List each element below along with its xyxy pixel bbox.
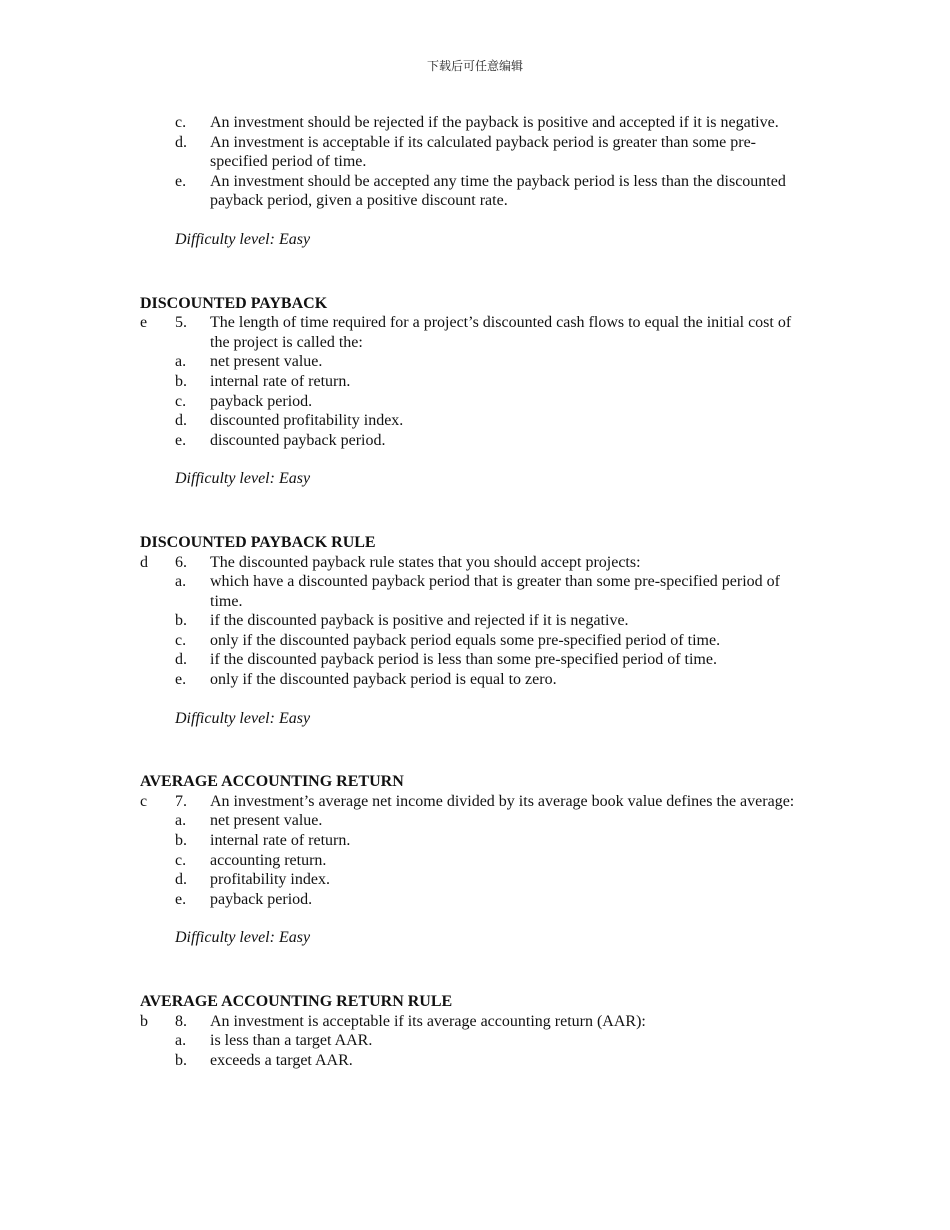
option-letter: d.	[175, 651, 187, 669]
option-text: internal rate of return.	[210, 832, 351, 850]
option-letter: b.	[175, 612, 187, 630]
option-text: is less than a target AAR.	[210, 1032, 373, 1050]
difficulty-level: Difficulty level: Easy	[175, 470, 311, 488]
answer-key: e	[140, 314, 148, 332]
option-row	[140, 172, 810, 211]
option-letter: e.	[175, 671, 187, 689]
option-row	[140, 133, 810, 172]
question-number: 8.	[175, 1012, 187, 1030]
option-text: An investment should be rejected if the payback is positive and accepted if it is negative.	[210, 114, 779, 131]
section-discounted-payback	[140, 294, 810, 489]
answer-key: c	[140, 792, 148, 810]
question-text: The discounted payback rule states that you should accept projects:	[210, 553, 641, 571]
option-letter: c.	[175, 114, 187, 131]
option-text: exceeds a target AAR.	[210, 1051, 353, 1069]
option-row	[140, 670, 810, 690]
option-text: discounted profitability index.	[210, 412, 404, 430]
option-text: internal rate of return.	[210, 372, 351, 390]
question-number: 7.	[175, 792, 187, 810]
option-row	[140, 392, 810, 412]
option-row	[140, 572, 810, 611]
question-number: 6.	[175, 553, 187, 571]
option-letter: a.	[175, 1032, 187, 1050]
option-letter: d.	[175, 412, 187, 430]
question-row	[140, 313, 810, 352]
option-text: profitability index.	[210, 871, 330, 889]
option-row	[140, 831, 810, 851]
page-header-watermark: 下载后可任意编辑	[426, 59, 523, 73]
option-text: An investment is acceptable if its calculated payback period is greater than some pre-specified period of time.	[210, 133, 757, 171]
option-row	[140, 631, 810, 651]
answer-key: b	[140, 1012, 148, 1030]
option-text: if the discounted payback period is less than some pre-specified period of time.	[210, 651, 717, 669]
document-body	[140, 113, 810, 1070]
option-text: only if the discounted payback period is equal to zero.	[210, 671, 557, 689]
question-row	[140, 1012, 810, 1032]
option-row	[140, 650, 810, 670]
option-letter: e.	[175, 890, 187, 908]
section-heading: DISCOUNTED PAYBACK RULE	[140, 533, 376, 551]
option-letter: b.	[175, 1051, 187, 1069]
option-text: payback period.	[210, 890, 313, 908]
option-text: discounted payback period.	[210, 431, 386, 449]
option-letter: c.	[175, 851, 187, 869]
option-letter: e.	[175, 431, 187, 449]
answer-key: d	[140, 553, 148, 571]
option-row	[140, 113, 810, 133]
option-letter: d.	[175, 871, 187, 889]
option-row	[140, 372, 810, 392]
question-row	[140, 553, 810, 573]
difficulty-level: Difficulty level: Easy	[175, 929, 311, 947]
difficulty-level: Difficulty level: Easy	[175, 230, 311, 248]
option-letter: d.	[175, 133, 187, 151]
option-row	[140, 870, 810, 890]
question-row	[140, 792, 810, 812]
question-4-tail	[140, 113, 810, 250]
option-letter: a.	[175, 812, 187, 830]
difficulty-level: Difficulty level: Easy	[175, 709, 311, 727]
option-row	[140, 611, 810, 631]
option-text: net present value.	[210, 812, 323, 830]
section-discounted-payback-rule	[140, 533, 810, 728]
question-number: 5.	[175, 314, 187, 332]
section-average-accounting-return-rule	[140, 992, 810, 1070]
section-average-accounting-return	[140, 772, 810, 948]
option-row	[140, 1031, 810, 1051]
option-letter: e.	[175, 172, 187, 190]
section-heading: DISCOUNTED PAYBACK	[140, 294, 328, 312]
option-text: An investment should be accepted any time the payback period is less than the discounted payback period, given a positive discount rate.	[210, 172, 786, 210]
option-letter: c.	[175, 631, 187, 649]
section-heading: AVERAGE ACCOUNTING RETURN	[140, 773, 404, 791]
option-letter: b.	[175, 832, 187, 850]
option-text: accounting return.	[210, 851, 327, 869]
option-row	[140, 352, 810, 372]
option-row	[140, 811, 810, 831]
question-text: An investment’s average net income divided by its average book value defines the average:	[210, 792, 795, 810]
option-row	[140, 431, 810, 451]
option-letter: c.	[175, 392, 187, 410]
option-row	[140, 890, 810, 910]
option-letter: a.	[175, 573, 187, 591]
option-text: only if the discounted payback period equals some pre-specified period of time.	[210, 631, 721, 649]
question-text: An investment is acceptable if its average accounting return (AAR):	[210, 1012, 646, 1030]
option-row	[140, 851, 810, 871]
option-row	[140, 1051, 810, 1071]
option-text: if the discounted payback is positive and rejected if it is negative.	[210, 612, 629, 630]
option-text: net present value.	[210, 353, 323, 371]
option-text: payback period.	[210, 392, 313, 410]
question-text: The length of time required for a project’s discounted cash flows to equal the initial cost of the project is called the:	[210, 314, 792, 351]
option-letter: b.	[175, 372, 187, 390]
section-heading: AVERAGE ACCOUNTING RETURN RULE	[140, 993, 453, 1010]
option-text: which have a discounted payback period that is greater than some pre-specified period of time.	[210, 573, 781, 610]
option-letter: a.	[175, 353, 187, 371]
option-row	[140, 411, 810, 431]
